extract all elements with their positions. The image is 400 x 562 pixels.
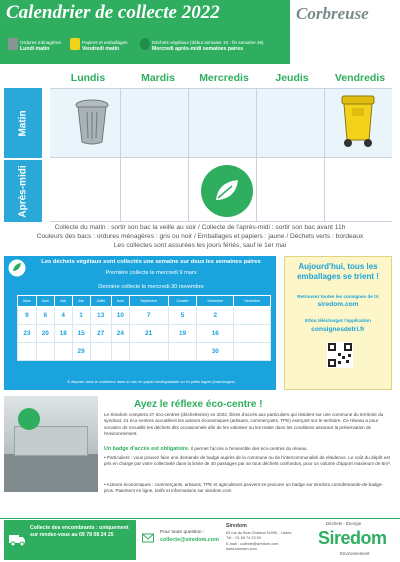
calendar-date: 24 (111, 325, 129, 343)
green-waste-title: Les déchets végétaux sont collectés une semaine sur deux les semaines paires (41, 259, 261, 265)
calendar-date (90, 343, 111, 361)
green-waste-note: À déposer dans le conteneur dans un sac en papier biodégradable ou en petits fagots (branchages) (67, 380, 235, 384)
footer-email[interactable]: collecte@siredom.com (160, 537, 219, 543)
brand-sub: Environnement (340, 551, 370, 556)
eco-title: Ayez le réflexe éco-centre ! (134, 399, 263, 410)
eco-private: • Particuliers : vous pouvez faire une demande de badge auprès de la commune ou de l'intercommunalité de résidence. Le coût du dépôt est pris en charge par votre collectivité dans la limite de 40 passages par an tous déchets confondus, pour un volume d'apport maximum de 5m³. (104, 455, 391, 467)
grey-bin-icon (74, 98, 110, 146)
calendar-month-header: Décembre (234, 296, 271, 307)
calendar-date: 23 (18, 325, 37, 343)
calendar-month-header: Août (111, 296, 129, 307)
brand-tagline: Déchets - Énergie (326, 521, 362, 526)
col-sep (188, 88, 189, 222)
calendar-date (234, 325, 271, 343)
calendar-date (54, 343, 72, 361)
calendar-date: 13 (90, 307, 111, 325)
green-waste-last: Dernière collecte le mercredi 30 novembre (98, 284, 204, 290)
calendar-month-header: Mai (54, 296, 72, 307)
brand-logo: Siredom (318, 528, 387, 548)
calendar-month-header: Novembre (197, 296, 234, 307)
calendar-month-header: Juillet (90, 296, 111, 307)
calendar-date (111, 343, 129, 361)
leaf-icon (140, 38, 150, 50)
calendar-date: 21 (129, 325, 168, 343)
day-thursday: Jeudis (275, 72, 309, 84)
truck-icon (8, 530, 26, 548)
legend-green-waste: Déchets végétaux (début semaine 10 - fin semaine 48) Mercredi après-midi semaines paires (152, 40, 264, 52)
footer-contact: 63 rue du Bois Chaland 91090 - Lisses Tél. : 01 69 74 23 50 E-mail : collecte@siredom.com www.siredom.com (226, 531, 292, 552)
calendar-date (36, 343, 54, 361)
green-waste-calendar (17, 295, 271, 361)
calendar-date (168, 343, 197, 361)
day-wednesday: Mercredis (199, 72, 249, 84)
calendar-date: 30 (197, 343, 234, 361)
period-morning: Matin (4, 88, 42, 158)
day-friday: Vendredis (334, 72, 386, 84)
calendar-date: 18 (54, 325, 72, 343)
leaf-icon (8, 259, 26, 277)
day-monday: Lundis (70, 72, 106, 84)
grey-bin-icon (8, 38, 18, 50)
yellow-bin-icon (70, 38, 80, 50)
footer-org: Siredom (226, 523, 247, 529)
calendar-date: 19 (168, 325, 197, 343)
day-tuesday: Mardis (141, 72, 175, 84)
calendar-date: 7 (129, 307, 168, 325)
eco-professional: • Acteurs économiques : commerçants, artisans, TPE et agriculteurs peuvent se procurer un badge sur siredom.com/demande-de-badge-pros. Paiement en ligne, tarifs et informations sur siredom.com (104, 482, 384, 494)
calendar-row (18, 307, 271, 325)
calendar-month-header: Septembre (129, 296, 168, 307)
calendar-month-header: Octobre (168, 296, 197, 307)
rule-holidays: Les collectes sont assurées les jours fériés, sauf le 1er mai (113, 242, 287, 249)
legend-household: Ordures ménagères Lundi matin (20, 40, 61, 52)
footer-question: Pour toute question : (160, 530, 205, 535)
calendar-date: 10 (111, 307, 129, 325)
calendar-row (18, 325, 271, 343)
calendar-date: 20 (36, 325, 54, 343)
green-waste-first: Première collecte le mercredi 9 mars (105, 270, 197, 276)
calendar-month-header: Juin (72, 296, 90, 307)
sorting-line1: Retrouvez toutes les consignes de tri (297, 294, 379, 299)
sorting-site2[interactable]: consignesdetri.fr (311, 326, 365, 333)
calendar-date: 4 (54, 307, 72, 325)
mail-icon (142, 532, 154, 544)
sorting-line2: Et/ou téléchargez l'application (305, 318, 371, 323)
leaf-icon (200, 164, 254, 218)
sorting-headline: Aujourd'hui, tous les emballages se trient ! (297, 262, 379, 281)
calendar-date (129, 343, 168, 361)
calendar-date: 5 (168, 307, 197, 325)
commune-name: Corbreuse (296, 4, 369, 23)
eco-centre-photo (4, 396, 98, 492)
calendar-date: 27 (90, 325, 111, 343)
calendar-date: 15 (72, 325, 90, 343)
calendar-date (234, 307, 271, 325)
calendar-date (234, 343, 271, 361)
col-sep (256, 88, 257, 222)
calendar-date: 6 (36, 307, 54, 325)
legend-packaging: Papiers et emballages Vendredi matin (82, 40, 128, 52)
col-sep (120, 88, 121, 222)
sorting-site1[interactable]: siredom.com (317, 301, 359, 308)
qr-code-icon[interactable] (327, 342, 353, 368)
eco-intro: Le Siredom comptera 27 éco-centres (déchetteries) en 2022, libres d'accès aux particuliers qui résident sur une commune du territoire du syndicat. 21 éco-centres accueillent les acteurs économiques (artisans, commerçants, TPE) exerçant sur le territoire. Ce réseau a pour vocation de recueillir les déchets dits occasionnels afin de les valoriser ou les traiter dans les conditions assurant la préservation de l'environnement. (104, 412, 384, 437)
calendar-date: 2 (197, 307, 234, 325)
yellow-bin-icon (338, 94, 378, 148)
calendar-month-header: Mars (18, 296, 37, 307)
page-title: Calendrier de collecte 2022 (6, 2, 220, 23)
eco-badge: Un badge d'accès est obligatoire. Il permet l'accès à l'ensemble des éco-centres du réseau. (104, 446, 308, 452)
rule-bin-colors: Couleurs des bacs : ordures ménagères : gris ou noir / Emballages et papiers : jaune / Déchets verts : bordeaux (36, 233, 364, 240)
rule-collection-times: Collecte du matin : sortir son bac la veille au soir / Collecte de l'après-midi : sortir son bac avant 11h (54, 224, 346, 231)
calendar-date: 1 (72, 307, 90, 325)
calendar-date: 29 (72, 343, 90, 361)
calendar-date: 16 (197, 325, 234, 343)
col-sep (324, 88, 325, 222)
calendar-date: 9 (18, 307, 37, 325)
calendar-date (18, 343, 37, 361)
period-afternoon: Après-midi (4, 160, 42, 222)
footer-bulky-text: Collecte des encombrants : uniquement sur rendez-vous au 09 78 08 24 25 (30, 525, 129, 538)
calendar-month-header: Avril (36, 296, 54, 307)
calendar-row (18, 343, 271, 361)
